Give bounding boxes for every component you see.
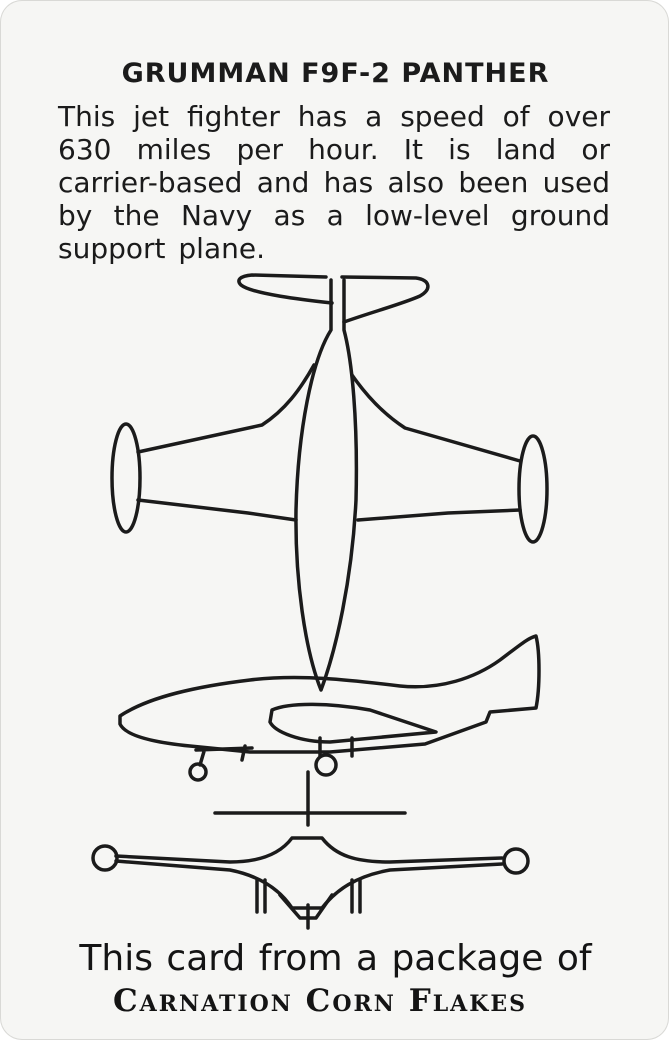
card-description: This jet fighter has a speed of over 630 miles per hour. It is land or carrier-based and has also been used by the Navy as a low-level ground support plane.	[58, 100, 610, 265]
side-view-nose-wheel	[190, 764, 206, 780]
footer-package-text: This card from a package of	[79, 938, 592, 979]
front-view-wings	[116, 838, 502, 908]
side-view-fuselage	[120, 636, 539, 752]
aircraft-side-view	[120, 636, 539, 780]
aircraft-diagram	[0, 260, 669, 940]
top-view-right-wing	[352, 375, 520, 520]
top-view-left-wing	[138, 365, 314, 520]
aircraft-front-view	[93, 772, 528, 928]
top-view-left-tip-tank	[112, 424, 140, 532]
aircraft-top-view	[112, 275, 547, 690]
front-view-left-gear	[257, 880, 265, 912]
front-view-right-gear	[352, 880, 360, 912]
side-view-wing	[270, 704, 436, 742]
top-view-fuselage	[296, 280, 356, 690]
card-title: GRUMMAN F9F-2 PANTHER	[121, 58, 550, 89]
front-view-right-tip-tank	[504, 849, 528, 873]
front-view-left-tip-tank	[93, 846, 117, 870]
top-view-tail	[239, 275, 428, 322]
top-view-right-tip-tank	[519, 436, 547, 542]
footer-brand-name: Carnation Corn Flakes	[112, 983, 528, 1019]
side-view-main-wheel	[316, 755, 336, 775]
